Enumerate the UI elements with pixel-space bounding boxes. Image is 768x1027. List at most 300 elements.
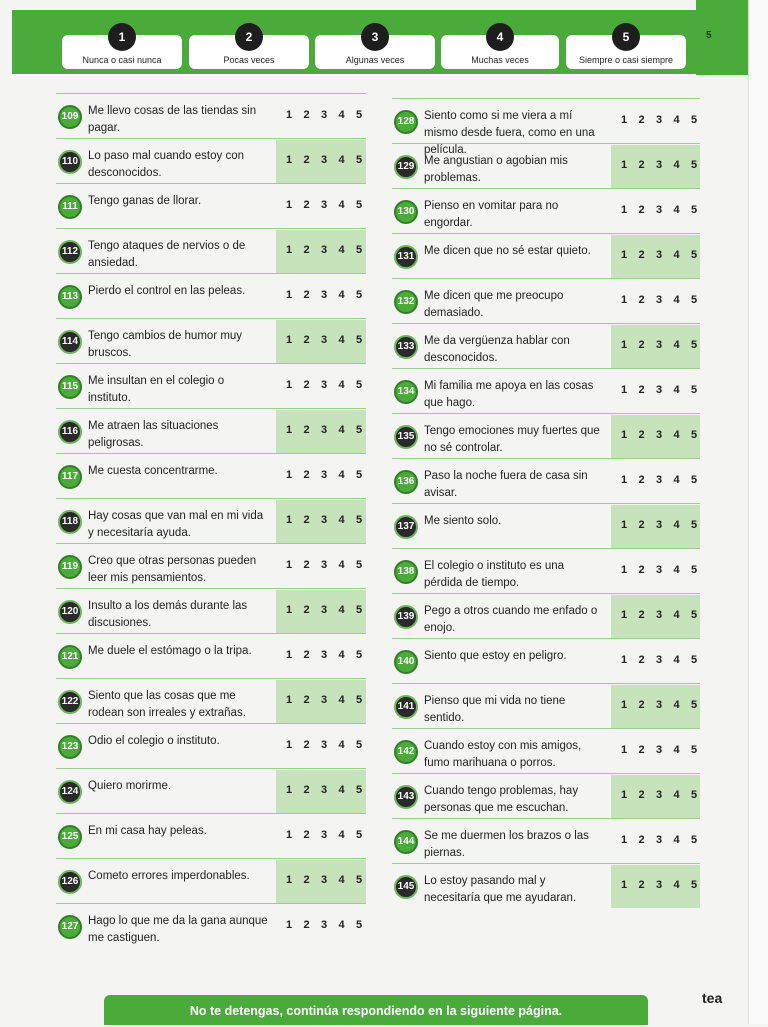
answer-option[interactable]: 4 xyxy=(338,469,345,481)
question-row xyxy=(392,143,700,188)
answer-option[interactable]: 4 xyxy=(673,744,680,756)
answer-option[interactable]: 1 xyxy=(286,829,293,841)
answer-option[interactable]: 4 xyxy=(673,474,680,486)
question-text: Me da vergüenza hablar con desconocidos. xyxy=(424,335,570,364)
answer-options xyxy=(611,640,700,683)
scale-label: Muchas veces xyxy=(471,55,529,65)
answer-options xyxy=(276,410,366,453)
question-text: Hago lo que me da la gana aunque me castiguen. xyxy=(88,915,268,944)
answer-option[interactable]: 3 xyxy=(656,429,663,441)
answer-option[interactable]: 2 xyxy=(638,519,645,531)
answer-option[interactable]: 2 xyxy=(303,829,310,841)
question-number-badge: 133 xyxy=(394,335,418,359)
page-edge xyxy=(748,0,768,1024)
answer-option[interactable]: 5 xyxy=(691,609,698,621)
question-number-badge: 130 xyxy=(394,200,418,224)
answer-option[interactable]: 1 xyxy=(621,699,628,711)
answer-option[interactable]: 3 xyxy=(656,159,663,171)
scale-number-badge: 3 xyxy=(361,23,389,51)
question-text: Hay cosas que van mal en mi vida y necesitaría ayuda. xyxy=(88,510,264,539)
question-row xyxy=(56,93,366,138)
answer-option[interactable]: 2 xyxy=(638,159,645,171)
question-number-badge: 125 xyxy=(58,825,82,849)
answer-option[interactable]: 3 xyxy=(656,609,663,621)
answer-option[interactable]: 4 xyxy=(673,249,680,261)
answer-option[interactable]: 4 xyxy=(338,424,345,436)
answer-option[interactable]: 2 xyxy=(303,289,310,301)
answer-option[interactable]: 1 xyxy=(621,159,628,171)
question-text: En mi casa hay peleas. xyxy=(88,825,207,837)
question-text: Mi familia me apoya en las cosas que hago. xyxy=(424,380,594,409)
answer-option[interactable]: 3 xyxy=(321,694,328,706)
answer-options xyxy=(611,370,700,413)
answer-option[interactable]: 2 xyxy=(303,469,310,481)
question-row xyxy=(56,678,366,723)
question-text: Paso la noche fuera de casa sin avisar. xyxy=(424,470,588,499)
question-number-badge: 139 xyxy=(394,605,418,629)
answer-option[interactable]: 2 xyxy=(638,384,645,396)
answer-options xyxy=(276,635,366,678)
answer-option[interactable]: 5 xyxy=(691,204,698,216)
answer-option[interactable]: 5 xyxy=(691,159,698,171)
answer-option[interactable]: 3 xyxy=(321,289,328,301)
answer-option[interactable]: 4 xyxy=(673,519,680,531)
answer-option[interactable]: 4 xyxy=(338,829,345,841)
answer-option[interactable]: 5 xyxy=(691,114,698,126)
answer-option[interactable]: 2 xyxy=(638,114,645,126)
answer-option[interactable]: 2 xyxy=(638,429,645,441)
answer-option[interactable]: 1 xyxy=(621,249,628,261)
question-text: Me cuesta concentrarme. xyxy=(88,465,218,477)
answer-option[interactable]: 5 xyxy=(356,739,363,751)
question-number-badge: 124 xyxy=(58,780,82,804)
question-text: Lo estoy pasando mal y necesitaría que me ayudaran. xyxy=(424,875,577,904)
answer-option[interactable]: 2 xyxy=(638,249,645,261)
answer-option[interactable]: 4 xyxy=(673,879,680,891)
question-number-badge: 137 xyxy=(394,515,418,539)
answer-options xyxy=(611,325,700,368)
answer-option[interactable]: 3 xyxy=(656,744,663,756)
answer-option[interactable]: 2 xyxy=(638,879,645,891)
answer-option[interactable]: 1 xyxy=(621,294,628,306)
question-number-badge: 143 xyxy=(394,785,418,809)
question-row xyxy=(56,228,366,273)
answer-option[interactable]: 5 xyxy=(356,784,363,796)
answer-option[interactable]: 4 xyxy=(673,339,680,351)
question-number-badge: 109 xyxy=(58,105,82,129)
answer-options xyxy=(611,145,700,188)
answer-options xyxy=(611,820,700,863)
answer-option[interactable]: 1 xyxy=(286,244,293,256)
question-number-badge: 123 xyxy=(58,735,82,759)
answer-option[interactable]: 2 xyxy=(303,334,310,346)
answer-option[interactable]: 4 xyxy=(338,649,345,661)
answer-option[interactable]: 5 xyxy=(356,289,363,301)
question-row xyxy=(56,183,366,228)
answer-option[interactable]: 4 xyxy=(338,739,345,751)
scale-label: Nunca o casi nunca xyxy=(82,55,162,65)
answer-option[interactable]: 5 xyxy=(691,654,698,666)
answer-option[interactable]: 4 xyxy=(673,429,680,441)
answer-options xyxy=(611,550,700,593)
question-text: Me insultan en el colegio o instituto. xyxy=(88,375,225,404)
answer-option[interactable]: 3 xyxy=(321,604,328,616)
answer-option[interactable]: 4 xyxy=(338,379,345,391)
answer-options xyxy=(276,230,366,273)
question-row xyxy=(56,858,366,903)
answer-options xyxy=(276,590,366,633)
answer-option[interactable]: 2 xyxy=(303,559,310,571)
answer-option[interactable]: 2 xyxy=(303,784,310,796)
question-row xyxy=(56,363,366,408)
question-number-badge: 140 xyxy=(394,650,418,674)
answer-option[interactable]: 1 xyxy=(286,379,293,391)
answer-option[interactable]: 5 xyxy=(691,699,698,711)
answer-option[interactable]: 1 xyxy=(286,289,293,301)
answer-option[interactable]: 5 xyxy=(691,339,698,351)
answer-option[interactable]: 3 xyxy=(321,109,328,121)
question-number-badge: 142 xyxy=(394,740,418,764)
answer-option[interactable]: 2 xyxy=(303,739,310,751)
answer-option[interactable]: 1 xyxy=(286,919,293,931)
answer-option[interactable]: 5 xyxy=(356,604,363,616)
question-text: Creo que otras personas pueden leer mis pensamientos. xyxy=(88,555,257,584)
answer-option[interactable]: 5 xyxy=(356,694,363,706)
answer-option[interactable]: 2 xyxy=(638,654,645,666)
scale-label: Siempre o casi siempre xyxy=(578,55,674,65)
question-row xyxy=(392,728,700,773)
answer-option[interactable]: 5 xyxy=(691,564,698,576)
answer-option[interactable]: 1 xyxy=(621,789,628,801)
answer-option[interactable]: 3 xyxy=(656,834,663,846)
answer-option[interactable]: 5 xyxy=(691,744,698,756)
question-row xyxy=(392,773,700,818)
answer-option[interactable]: 5 xyxy=(356,919,363,931)
answer-option[interactable]: 4 xyxy=(673,114,680,126)
answer-option[interactable]: 2 xyxy=(638,609,645,621)
question-row xyxy=(392,98,700,156)
answer-option[interactable]: 5 xyxy=(356,514,363,526)
answer-option[interactable]: 2 xyxy=(638,789,645,801)
question-row xyxy=(392,323,700,368)
answer-option[interactable]: 3 xyxy=(321,514,328,526)
answer-option[interactable]: 5 xyxy=(691,384,698,396)
answer-option[interactable]: 1 xyxy=(621,834,628,846)
answer-option[interactable]: 4 xyxy=(338,604,345,616)
answer-option[interactable]: 1 xyxy=(286,649,293,661)
question-row xyxy=(392,638,700,683)
answer-option[interactable]: 1 xyxy=(286,694,293,706)
answer-option[interactable]: 3 xyxy=(321,379,328,391)
question-number-badge: 113 xyxy=(58,285,82,309)
answer-option[interactable]: 1 xyxy=(621,564,628,576)
answer-option[interactable]: 2 xyxy=(638,564,645,576)
answer-option[interactable]: 2 xyxy=(638,339,645,351)
answer-option[interactable]: 2 xyxy=(303,514,310,526)
continue-banner xyxy=(104,995,648,1025)
answer-option[interactable]: 3 xyxy=(656,654,663,666)
question-row xyxy=(392,683,700,728)
answer-option[interactable]: 1 xyxy=(286,424,293,436)
answer-option[interactable]: 1 xyxy=(621,654,628,666)
answer-option[interactable]: 4 xyxy=(338,289,345,301)
answer-option[interactable]: 3 xyxy=(321,874,328,886)
scale-label: Pocas veces xyxy=(223,55,275,65)
answer-option[interactable]: 3 xyxy=(656,519,663,531)
answer-option[interactable]: 5 xyxy=(356,109,363,121)
answer-option[interactable]: 2 xyxy=(303,694,310,706)
scale-number-badge: 1 xyxy=(108,23,136,51)
answer-option[interactable]: 4 xyxy=(673,834,680,846)
question-text: Siento como si me viera a mí mismo desde fuera, como en una película. xyxy=(424,110,595,156)
answer-option[interactable]: 5 xyxy=(356,334,363,346)
answer-options xyxy=(276,545,366,588)
answer-option[interactable]: 2 xyxy=(303,244,310,256)
question-row xyxy=(392,233,700,278)
question-number-badge: 144 xyxy=(394,830,418,854)
question-row xyxy=(56,273,366,318)
answer-option[interactable]: 5 xyxy=(691,834,698,846)
answer-option[interactable]: 3 xyxy=(321,919,328,931)
answer-option[interactable]: 1 xyxy=(286,334,293,346)
answer-options xyxy=(276,500,366,543)
answer-option[interactable]: 5 xyxy=(691,249,698,261)
answer-option[interactable]: 3 xyxy=(321,244,328,256)
answer-option[interactable]: 5 xyxy=(356,874,363,886)
answer-options xyxy=(611,280,700,323)
question-text: Cometo errores imperdonables. xyxy=(88,870,250,882)
question-number-badge: 118 xyxy=(58,510,82,534)
question-number-badge: 115 xyxy=(58,375,82,399)
question-text: Pierdo el control en las peleas. xyxy=(88,285,246,297)
answer-options xyxy=(276,905,366,948)
answer-option[interactable]: 1 xyxy=(286,154,293,166)
answer-option[interactable]: 2 xyxy=(638,294,645,306)
answer-option[interactable]: 1 xyxy=(286,514,293,526)
answer-options xyxy=(611,235,700,278)
answer-option[interactable]: 1 xyxy=(286,109,293,121)
answer-option[interactable]: 4 xyxy=(673,159,680,171)
answer-option[interactable]: 2 xyxy=(303,424,310,436)
answer-options xyxy=(276,320,366,363)
answer-option[interactable]: 3 xyxy=(321,784,328,796)
question-row xyxy=(392,368,700,413)
question-number-badge: 117 xyxy=(58,465,82,489)
question-text: Odio el colegio o instituto. xyxy=(88,735,220,747)
answer-option[interactable]: 4 xyxy=(673,789,680,801)
answer-option[interactable]: 2 xyxy=(303,379,310,391)
answer-option[interactable]: 3 xyxy=(656,339,663,351)
answer-option[interactable]: 4 xyxy=(338,559,345,571)
question-number-badge: 138 xyxy=(394,560,418,584)
answer-option[interactable]: 2 xyxy=(638,744,645,756)
answer-option[interactable]: 4 xyxy=(338,109,345,121)
answer-option[interactable]: 3 xyxy=(656,789,663,801)
question-text: Pego a otros cuando me enfado o enojo. xyxy=(424,605,598,634)
answer-option[interactable]: 4 xyxy=(673,384,680,396)
answer-option[interactable]: 3 xyxy=(656,249,663,261)
answer-option[interactable]: 1 xyxy=(286,874,293,886)
question-number-badge: 129 xyxy=(394,155,418,179)
question-number-badge: 111 xyxy=(58,195,82,219)
answer-options xyxy=(276,365,366,408)
answer-option[interactable]: 2 xyxy=(303,874,310,886)
answer-option[interactable]: 5 xyxy=(691,519,698,531)
answer-option[interactable]: 5 xyxy=(356,424,363,436)
answer-option[interactable]: 4 xyxy=(338,199,345,211)
answer-option[interactable]: 4 xyxy=(673,654,680,666)
answer-option[interactable]: 5 xyxy=(691,879,698,891)
answer-option[interactable]: 4 xyxy=(673,699,680,711)
answer-options xyxy=(611,730,700,773)
answer-option[interactable]: 2 xyxy=(638,204,645,216)
answer-options xyxy=(611,190,700,233)
question-text: Cuando tengo problemas, hay personas que me escuchan. xyxy=(424,785,579,814)
answer-option[interactable]: 1 xyxy=(621,339,628,351)
answer-option[interactable]: 4 xyxy=(338,919,345,931)
answer-options xyxy=(611,775,700,818)
answer-option[interactable]: 5 xyxy=(691,294,698,306)
question-number-badge: 114 xyxy=(58,330,82,354)
question-text: Siento que las cosas que me rodean son irreales y extrañas. xyxy=(88,690,246,719)
answer-option[interactable]: 2 xyxy=(303,604,310,616)
answer-option[interactable]: 3 xyxy=(656,564,663,576)
answer-option[interactable]: 1 xyxy=(621,429,628,441)
answer-options xyxy=(276,770,366,813)
answer-option[interactable]: 4 xyxy=(338,514,345,526)
answer-option[interactable]: 3 xyxy=(321,469,328,481)
answer-option[interactable]: 1 xyxy=(286,604,293,616)
question-number-badge: 126 xyxy=(58,870,82,894)
answer-option[interactable]: 1 xyxy=(286,784,293,796)
question-number-badge: 127 xyxy=(58,915,82,939)
answer-option[interactable]: 3 xyxy=(321,559,328,571)
answer-option[interactable]: 5 xyxy=(691,789,698,801)
answer-option[interactable]: 2 xyxy=(638,474,645,486)
question-number-badge: 136 xyxy=(394,470,418,494)
answer-option[interactable]: 5 xyxy=(691,429,698,441)
question-row xyxy=(56,633,366,678)
answer-option[interactable]: 4 xyxy=(338,784,345,796)
answer-option[interactable]: 4 xyxy=(338,154,345,166)
answer-options xyxy=(611,595,700,638)
answer-option[interactable]: 4 xyxy=(673,294,680,306)
question-text: Me siento solo. xyxy=(424,515,502,527)
question-row xyxy=(56,903,366,948)
answer-option[interactable]: 2 xyxy=(303,199,310,211)
answer-option[interactable]: 5 xyxy=(356,379,363,391)
question-row xyxy=(392,503,700,548)
question-number-badge: 131 xyxy=(394,245,418,269)
answer-option[interactable]: 5 xyxy=(356,559,363,571)
answer-option[interactable]: 3 xyxy=(656,384,663,396)
question-number-badge: 120 xyxy=(58,600,82,624)
answer-option[interactable]: 1 xyxy=(621,474,628,486)
question-text: Me dicen que me preocupo demasiado. xyxy=(424,290,564,319)
answer-option[interactable]: 4 xyxy=(338,874,345,886)
question-number-badge: 134 xyxy=(394,380,418,404)
answer-option[interactable]: 1 xyxy=(286,739,293,751)
answer-option[interactable]: 4 xyxy=(673,564,680,576)
question-text: Me atraen las situaciones peligrosas. xyxy=(88,420,219,449)
answer-option[interactable]: 3 xyxy=(656,879,663,891)
answer-option[interactable]: 5 xyxy=(356,649,363,661)
answer-option[interactable]: 2 xyxy=(303,109,310,121)
answer-option[interactable]: 1 xyxy=(286,559,293,571)
answer-option[interactable]: 1 xyxy=(621,384,628,396)
question-text: El colegio o instituto es una pérdida de tiempo. xyxy=(424,560,565,589)
answer-option[interactable]: 4 xyxy=(338,244,345,256)
answer-option[interactable]: 1 xyxy=(621,879,628,891)
answer-option[interactable]: 2 xyxy=(303,919,310,931)
answer-options xyxy=(276,95,366,138)
answer-option[interactable]: 4 xyxy=(673,609,680,621)
answer-option[interactable]: 5 xyxy=(691,474,698,486)
question-number-badge: 128 xyxy=(394,110,418,134)
question-row xyxy=(392,863,700,908)
answer-options xyxy=(611,505,700,548)
scale-number-badge: 4 xyxy=(486,23,514,51)
question-text: Me llevo cosas de las tiendas sin pagar. xyxy=(88,105,257,134)
answer-option[interactable]: 3 xyxy=(321,424,328,436)
question-row xyxy=(392,593,700,638)
question-number-badge: 112 xyxy=(58,240,82,264)
answer-option[interactable]: 1 xyxy=(621,114,628,126)
question-text: Cuando estoy con mis amigos, fumo marihuana o porros. xyxy=(424,740,582,769)
answer-option[interactable]: 3 xyxy=(656,114,663,126)
question-row xyxy=(56,588,366,633)
answer-option[interactable]: 1 xyxy=(621,204,628,216)
answer-option[interactable]: 2 xyxy=(638,834,645,846)
question-row xyxy=(392,278,700,323)
answer-options xyxy=(611,100,700,143)
answer-option[interactable]: 2 xyxy=(303,649,310,661)
answer-option[interactable]: 1 xyxy=(621,744,628,756)
answer-option[interactable]: 2 xyxy=(303,154,310,166)
answer-option[interactable]: 1 xyxy=(286,469,293,481)
answer-option[interactable]: 4 xyxy=(338,334,345,346)
answer-option[interactable]: 3 xyxy=(321,334,328,346)
answer-options xyxy=(276,680,366,723)
answer-option[interactable]: 1 xyxy=(286,199,293,211)
answer-option[interactable]: 3 xyxy=(321,829,328,841)
answer-option[interactable]: 5 xyxy=(356,244,363,256)
answer-option[interactable]: 3 xyxy=(321,199,328,211)
answer-option[interactable]: 3 xyxy=(321,739,328,751)
answer-option[interactable]: 5 xyxy=(356,199,363,211)
answer-option[interactable]: 3 xyxy=(656,294,663,306)
answer-option[interactable]: 5 xyxy=(356,154,363,166)
answer-option[interactable]: 3 xyxy=(321,154,328,166)
question-number-badge: 119 xyxy=(58,555,82,579)
answer-option[interactable]: 5 xyxy=(356,829,363,841)
question-text: Tengo ganas de llorar. xyxy=(88,195,202,207)
question-text: Siento que estoy en peligro. xyxy=(424,650,567,662)
answer-option[interactable]: 3 xyxy=(656,474,663,486)
question-text: Me angustian o agobian mis problemas. xyxy=(424,155,568,184)
answer-option[interactable]: 3 xyxy=(321,649,328,661)
answer-option[interactable]: 3 xyxy=(656,699,663,711)
question-row xyxy=(56,453,366,498)
question-row xyxy=(56,723,366,768)
answer-option[interactable]: 4 xyxy=(338,694,345,706)
answer-option[interactable]: 5 xyxy=(356,469,363,481)
answer-option[interactable]: 1 xyxy=(621,519,628,531)
answer-option[interactable]: 3 xyxy=(656,204,663,216)
answer-option[interactable]: 2 xyxy=(638,699,645,711)
answer-option[interactable]: 4 xyxy=(673,204,680,216)
answer-option[interactable]: 1 xyxy=(621,609,628,621)
